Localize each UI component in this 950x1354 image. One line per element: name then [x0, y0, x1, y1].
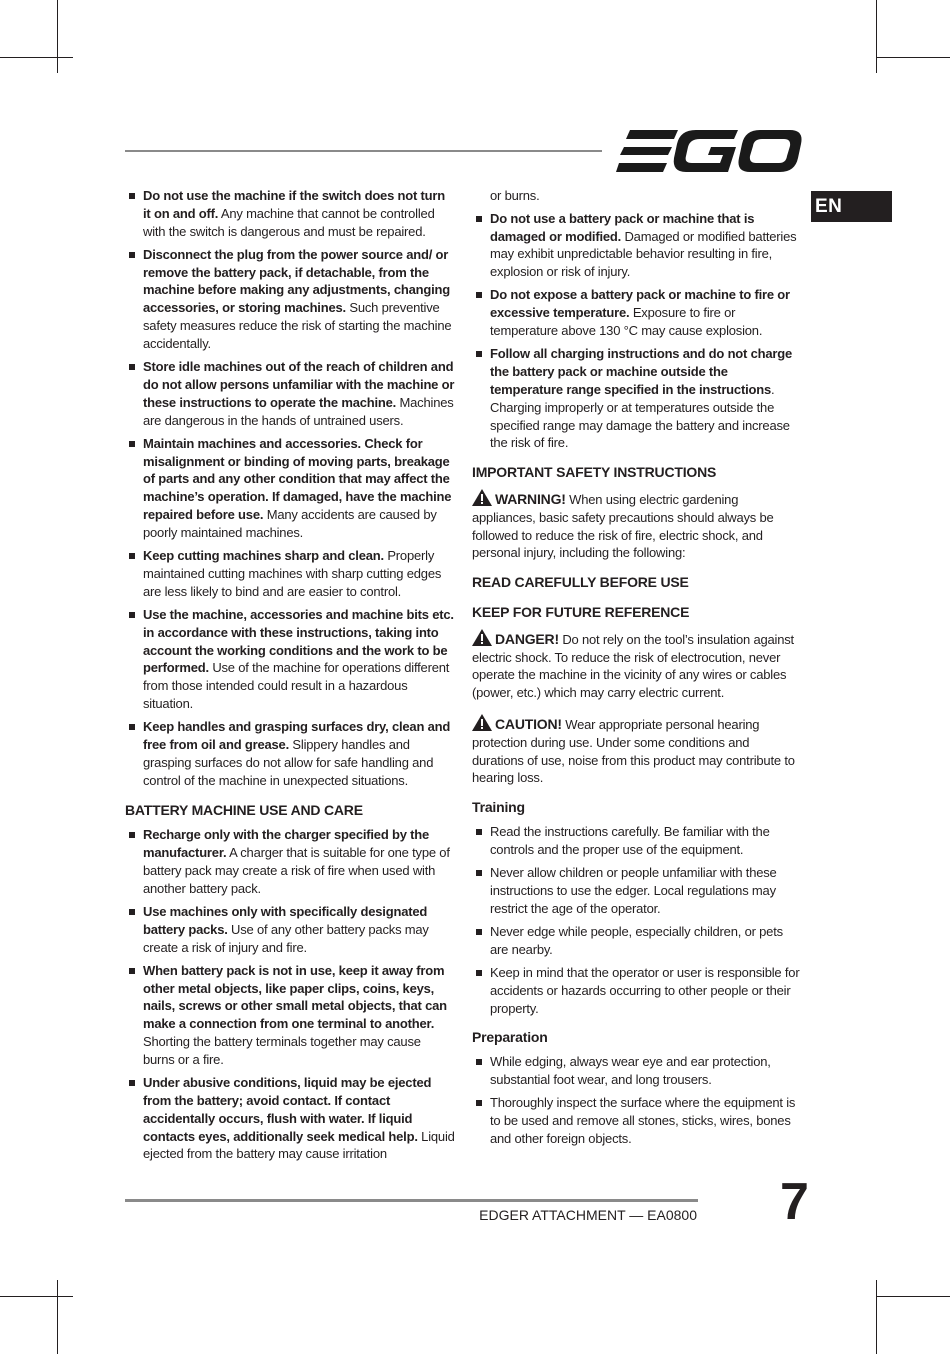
- list-item: Under abusive conditions, liquid may be ejected from the battery; avoid contact. If contact accidentally occurs, flush with water. If liquid contacts eyes, additionally seek medical help. Liquid ejected from the battery may cause irritation: [125, 1074, 455, 1163]
- crop-mark: [876, 1280, 877, 1354]
- list-item: Read the instructions carefully. Be familiar with the controls and the proper use of the equipment.: [472, 823, 802, 859]
- footer-rule: [125, 1199, 698, 1202]
- list-item: Keep handles and grasping surfaces dry, clean and free from oil and grease. Slippery handles and grasping surfaces do not allow for safe handling and control of the machine in unexpected situations.: [125, 718, 455, 789]
- list-item: Keep in mind that the operator or user is responsible for accidents or hazards occurring to other people or their property.: [472, 964, 802, 1017]
- left-column: [125, 187, 455, 1169]
- list-item: Keep cutting machines sharp and clean. Properly maintained cutting machines with sharp cutting edges are less likely to bind and are easier to control.: [125, 547, 455, 600]
- warning-triangle-icon: [472, 629, 492, 646]
- list-item: Thoroughly inspect the surface where the equipment is to be used and remove all stones, sticks, wires, bones and other foreign objects.: [472, 1094, 802, 1147]
- preparation-heading: Preparation: [472, 1029, 548, 1046]
- warning-notice: WARNING! When using electric gardening appliances, basic safety precautions should always be followed to reduce the risk of fire, electric shock, and personal injury, including the following:: [472, 490, 774, 561]
- battery-section-heading: BATTERY MACHINE USE AND CARE: [125, 801, 363, 818]
- keep-reference-heading: KEEP FOR FUTURE REFERENCE: [472, 603, 690, 620]
- list-item: Maintain machines and accessories. Check for misalignment or binding of moving parts, breakage of parts and any other condition that may affect the machine’s operation. If damaged, have the machine repaired before use. Many accidents are caused by poorly maintained machines.: [125, 435, 455, 542]
- crop-mark: [877, 1296, 950, 1297]
- crop-mark: [57, 0, 58, 73]
- continuation-text: or burns.: [490, 188, 540, 203]
- crop-mark: [0, 1296, 73, 1297]
- safety-instructions-heading: IMPORTANT SAFETY INSTRUCTIONS: [472, 464, 717, 481]
- ego-logo: [616, 128, 802, 174]
- training-list: [472, 823, 802, 1017]
- list-item: Do not use the machine if the switch does not turn it on and off. Any machine that cannot be controlled with the switch is dangerous and must be repaired.: [125, 187, 455, 240]
- list-item: When battery pack is not in use, keep it away from other metal objects, like paper clips, coins, keys, nails, screws or other small metal objects, that can make a connection from one terminal to another. Shorting the battery terminals together may cause burns or a fire.: [125, 962, 455, 1069]
- list-item: Store idle machines out of the reach of children and do not allow persons unfamiliar with the machine or these instructions to operate the machine. Machines are dangerous in the hands of untrained users.: [125, 358, 455, 429]
- list-item: Do not use a battery pack or machine that is damaged or modified. Damaged or modified batteries may exhibit unpredictable behavior resulting in fire, explosion or risk of injury.: [472, 210, 802, 281]
- machine-use-list: [125, 187, 455, 790]
- right-column: [472, 187, 802, 1153]
- list-item: Recharge only with the charger specified by the manufacturer. A charger that is suitable for one type of battery pack may create a risk of fire when used with another battery pack.: [125, 826, 455, 897]
- list-item: Follow all charging instructions and do not charge the battery pack or machine outside the temperature range specified in the instructions. Charging improperly or at temperatures outside the specified range may damage the battery and increase the risk of fire.: [472, 345, 802, 452]
- list-item: Disconnect the plug from the power source and/ or remove the battery pack, if detachable, from the machine before making any adjustments, changing accessories, or storing machines. Such preventive safety measures reduce the risk of starting the machine accidentally.: [125, 246, 455, 353]
- document-title: EDGER ATTACHMENT — EA0800: [479, 1207, 697, 1223]
- crop-mark: [876, 0, 877, 73]
- read-carefully-heading: READ CAREFULLY BEFORE USE: [472, 574, 689, 591]
- crop-mark: [57, 1280, 58, 1354]
- list-item: Use machines only with specifically designated battery packs. Use of any other battery packs may create a risk of injury and fire.: [125, 903, 455, 956]
- crop-mark: [877, 57, 950, 58]
- battery-use-list-continued: [472, 210, 802, 452]
- language-tab: EN: [811, 191, 892, 222]
- list-item: Never edge while people, especially children, or pets are nearby.: [472, 923, 802, 959]
- header-rule: [125, 150, 602, 152]
- preparation-list: [472, 1053, 802, 1147]
- battery-use-list: [125, 826, 455, 1163]
- warning-triangle-icon: [472, 489, 492, 506]
- warning-triangle-icon: [472, 714, 492, 731]
- page-number: 7: [780, 1173, 807, 1231]
- crop-mark: [0, 57, 73, 58]
- danger-notice: DANGER! Do not rely on the tool’s insulation against electric shock. To reduce the risk of electrocution, never operate the machine in the vicinity of any wires or cables (power, etc.) which may carry electric current.: [472, 630, 794, 701]
- training-heading: Training: [472, 799, 525, 816]
- list-item: Do not expose a battery pack or machine to fire or excessive temperature. Exposure to fire or temperature above 130 °C may cause explosion.: [472, 286, 802, 339]
- list-item: While edging, always wear eye and ear protection, substantial foot wear, and long trousers.: [472, 1053, 802, 1089]
- caution-notice: CAUTION! Wear appropriate personal hearing protection during use. Under some conditions and durations of use, noise from this product may contribute to hearing loss.: [472, 715, 795, 786]
- list-item: Use the machine, accessories and machine bits etc. in accordance with these instructions, taking into account the working conditions and the work to be performed. Use of the machine for operations different from those intended could result in a hazardous situation.: [125, 606, 455, 713]
- list-item: Never allow children or people unfamiliar with these instructions to use the edger. Local regulations may restrict the age of the operator.: [472, 864, 802, 917]
